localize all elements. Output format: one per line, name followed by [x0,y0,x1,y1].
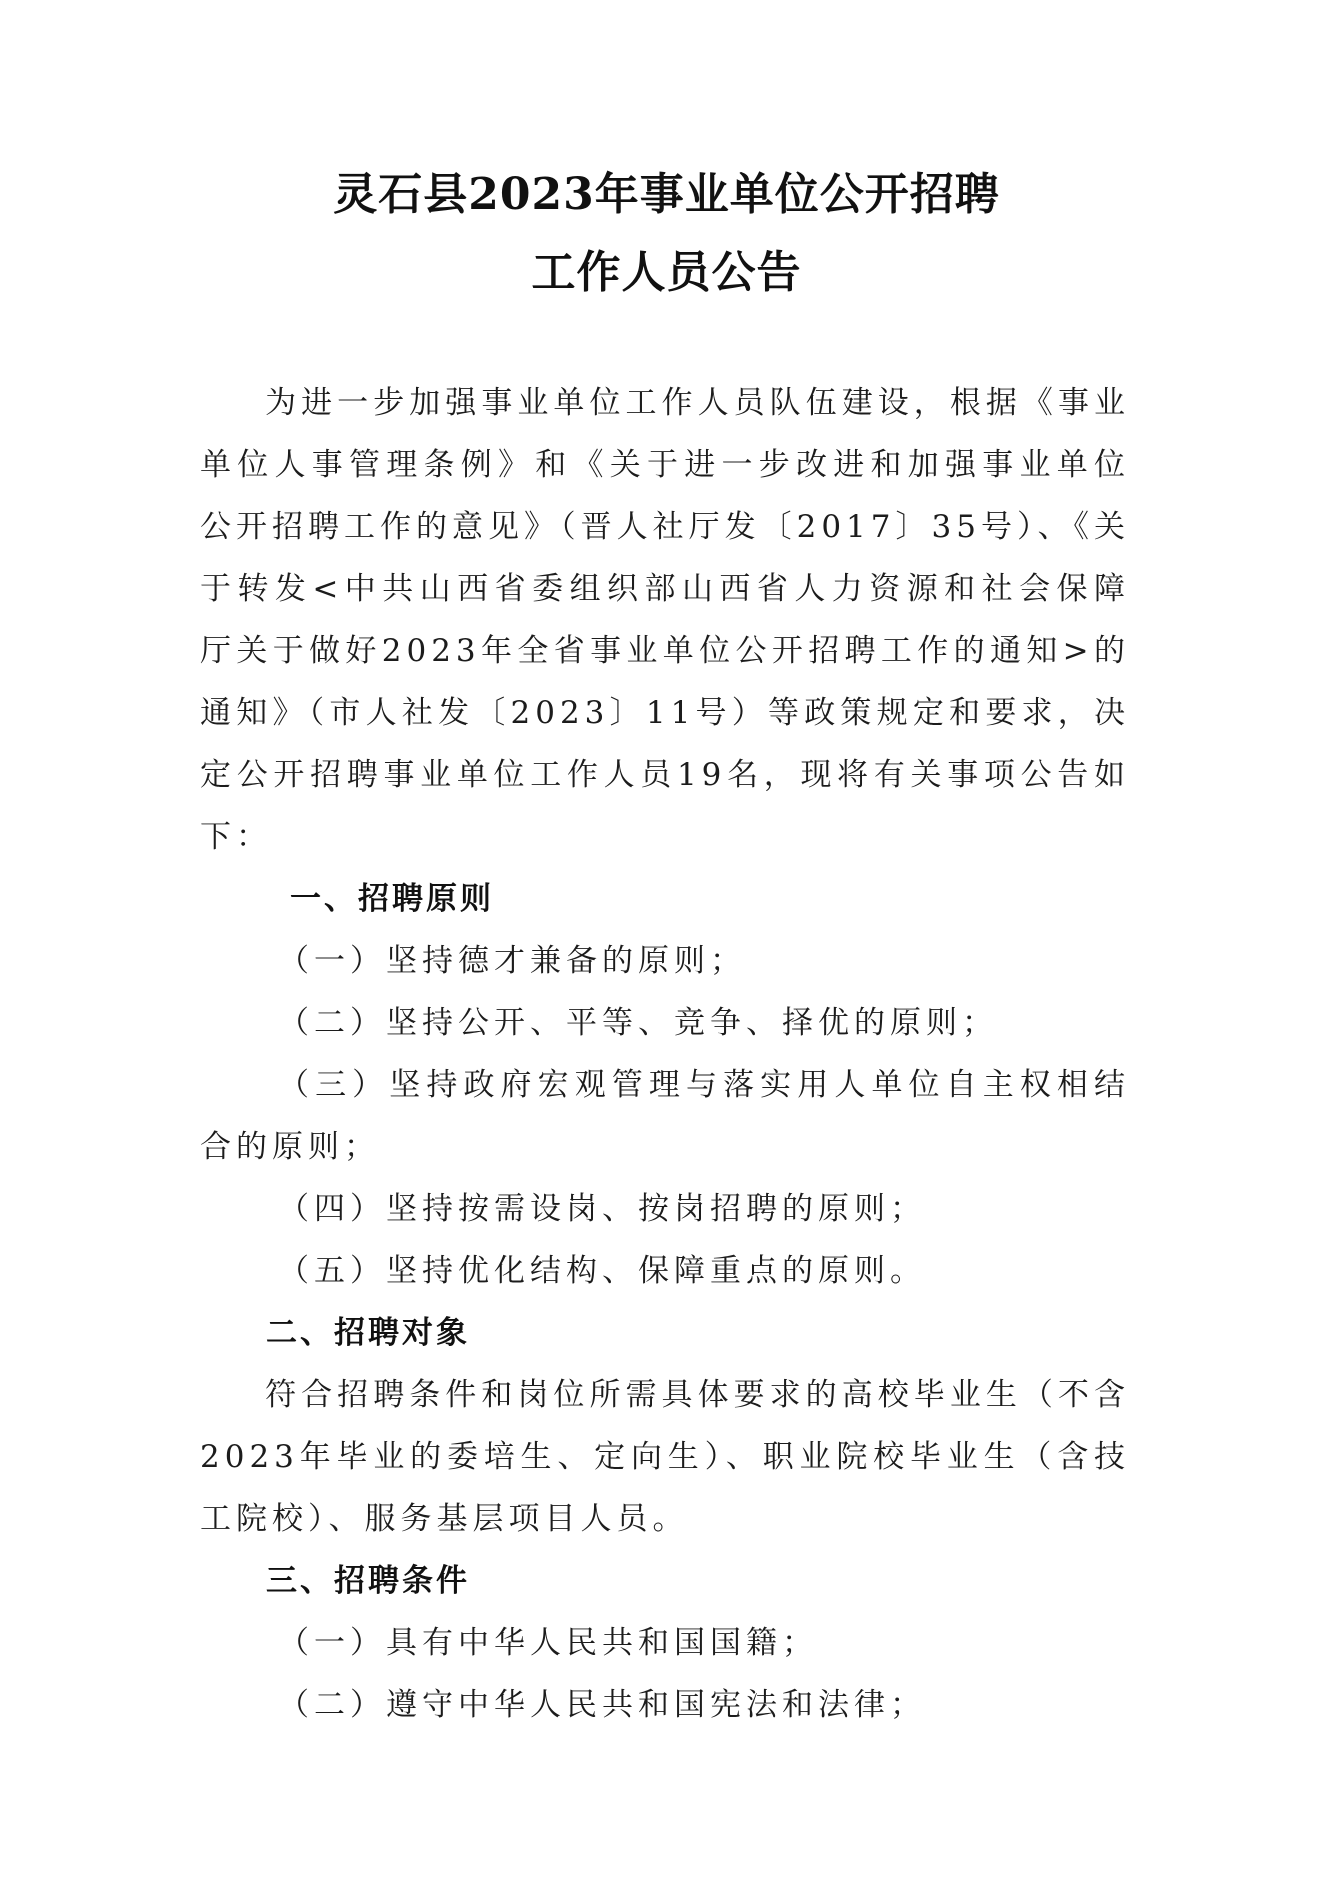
document-title-line-1: 灵石县2023年事业单位公开招聘 [333,169,1000,220]
principle-item: （五）坚持优化结构、保障重点的原则。 [278,1253,926,1289]
document-body [200,372,1130,1736]
section-heading-principles: 一、招聘原则 [290,881,494,917]
condition-item: （一）具有中华人民共和国国籍； [278,1625,818,1661]
principle-item: （一）坚持德才兼备的原则； [278,943,746,979]
intro-paragraph: 为进一步加强事业单位工作人员队伍建设，根据《事业单位人事管理条例》和《关于进一步改进和加强事业单位公开招聘工作的意见》（晋人社厅发〔2017〕35号）、《关于转发<中共山西省委组织部山西省人力资源和社会保障厅关于做好2023年全省事业单位公开招聘工作的通知>的通知》（市人社发〔2023〕11号）等政策规定和要求，决定公开招聘事业单位工作人员19名，现将有关事项公告如下： [200,385,1130,855]
condition-item: （二）遵守中华人民共和国宪法和法律； [278,1687,926,1723]
section-heading-targets: 二、招聘对象 [266,1315,470,1351]
principle-item: （四）坚持按需设岗、按岗招聘的原则； [278,1191,926,1227]
principle-item: （二）坚持公开、平等、竞争、择优的原则； [278,1005,998,1041]
principle-item: （三）坚持政府宏观管理与落实用人单位自主权相结合的原则； [200,1067,1130,1165]
targets-paragraph: 符合招聘条件和岗位所需具体要求的高校毕业生（不含2023年毕业的委培生、定向生）、职业院校毕业生（含技工院校）、服务基层项目人员。 [200,1377,1130,1537]
section-heading-conditions: 三、招聘条件 [266,1563,470,1599]
document-title-line-2: 工作人员公告 [531,247,802,298]
